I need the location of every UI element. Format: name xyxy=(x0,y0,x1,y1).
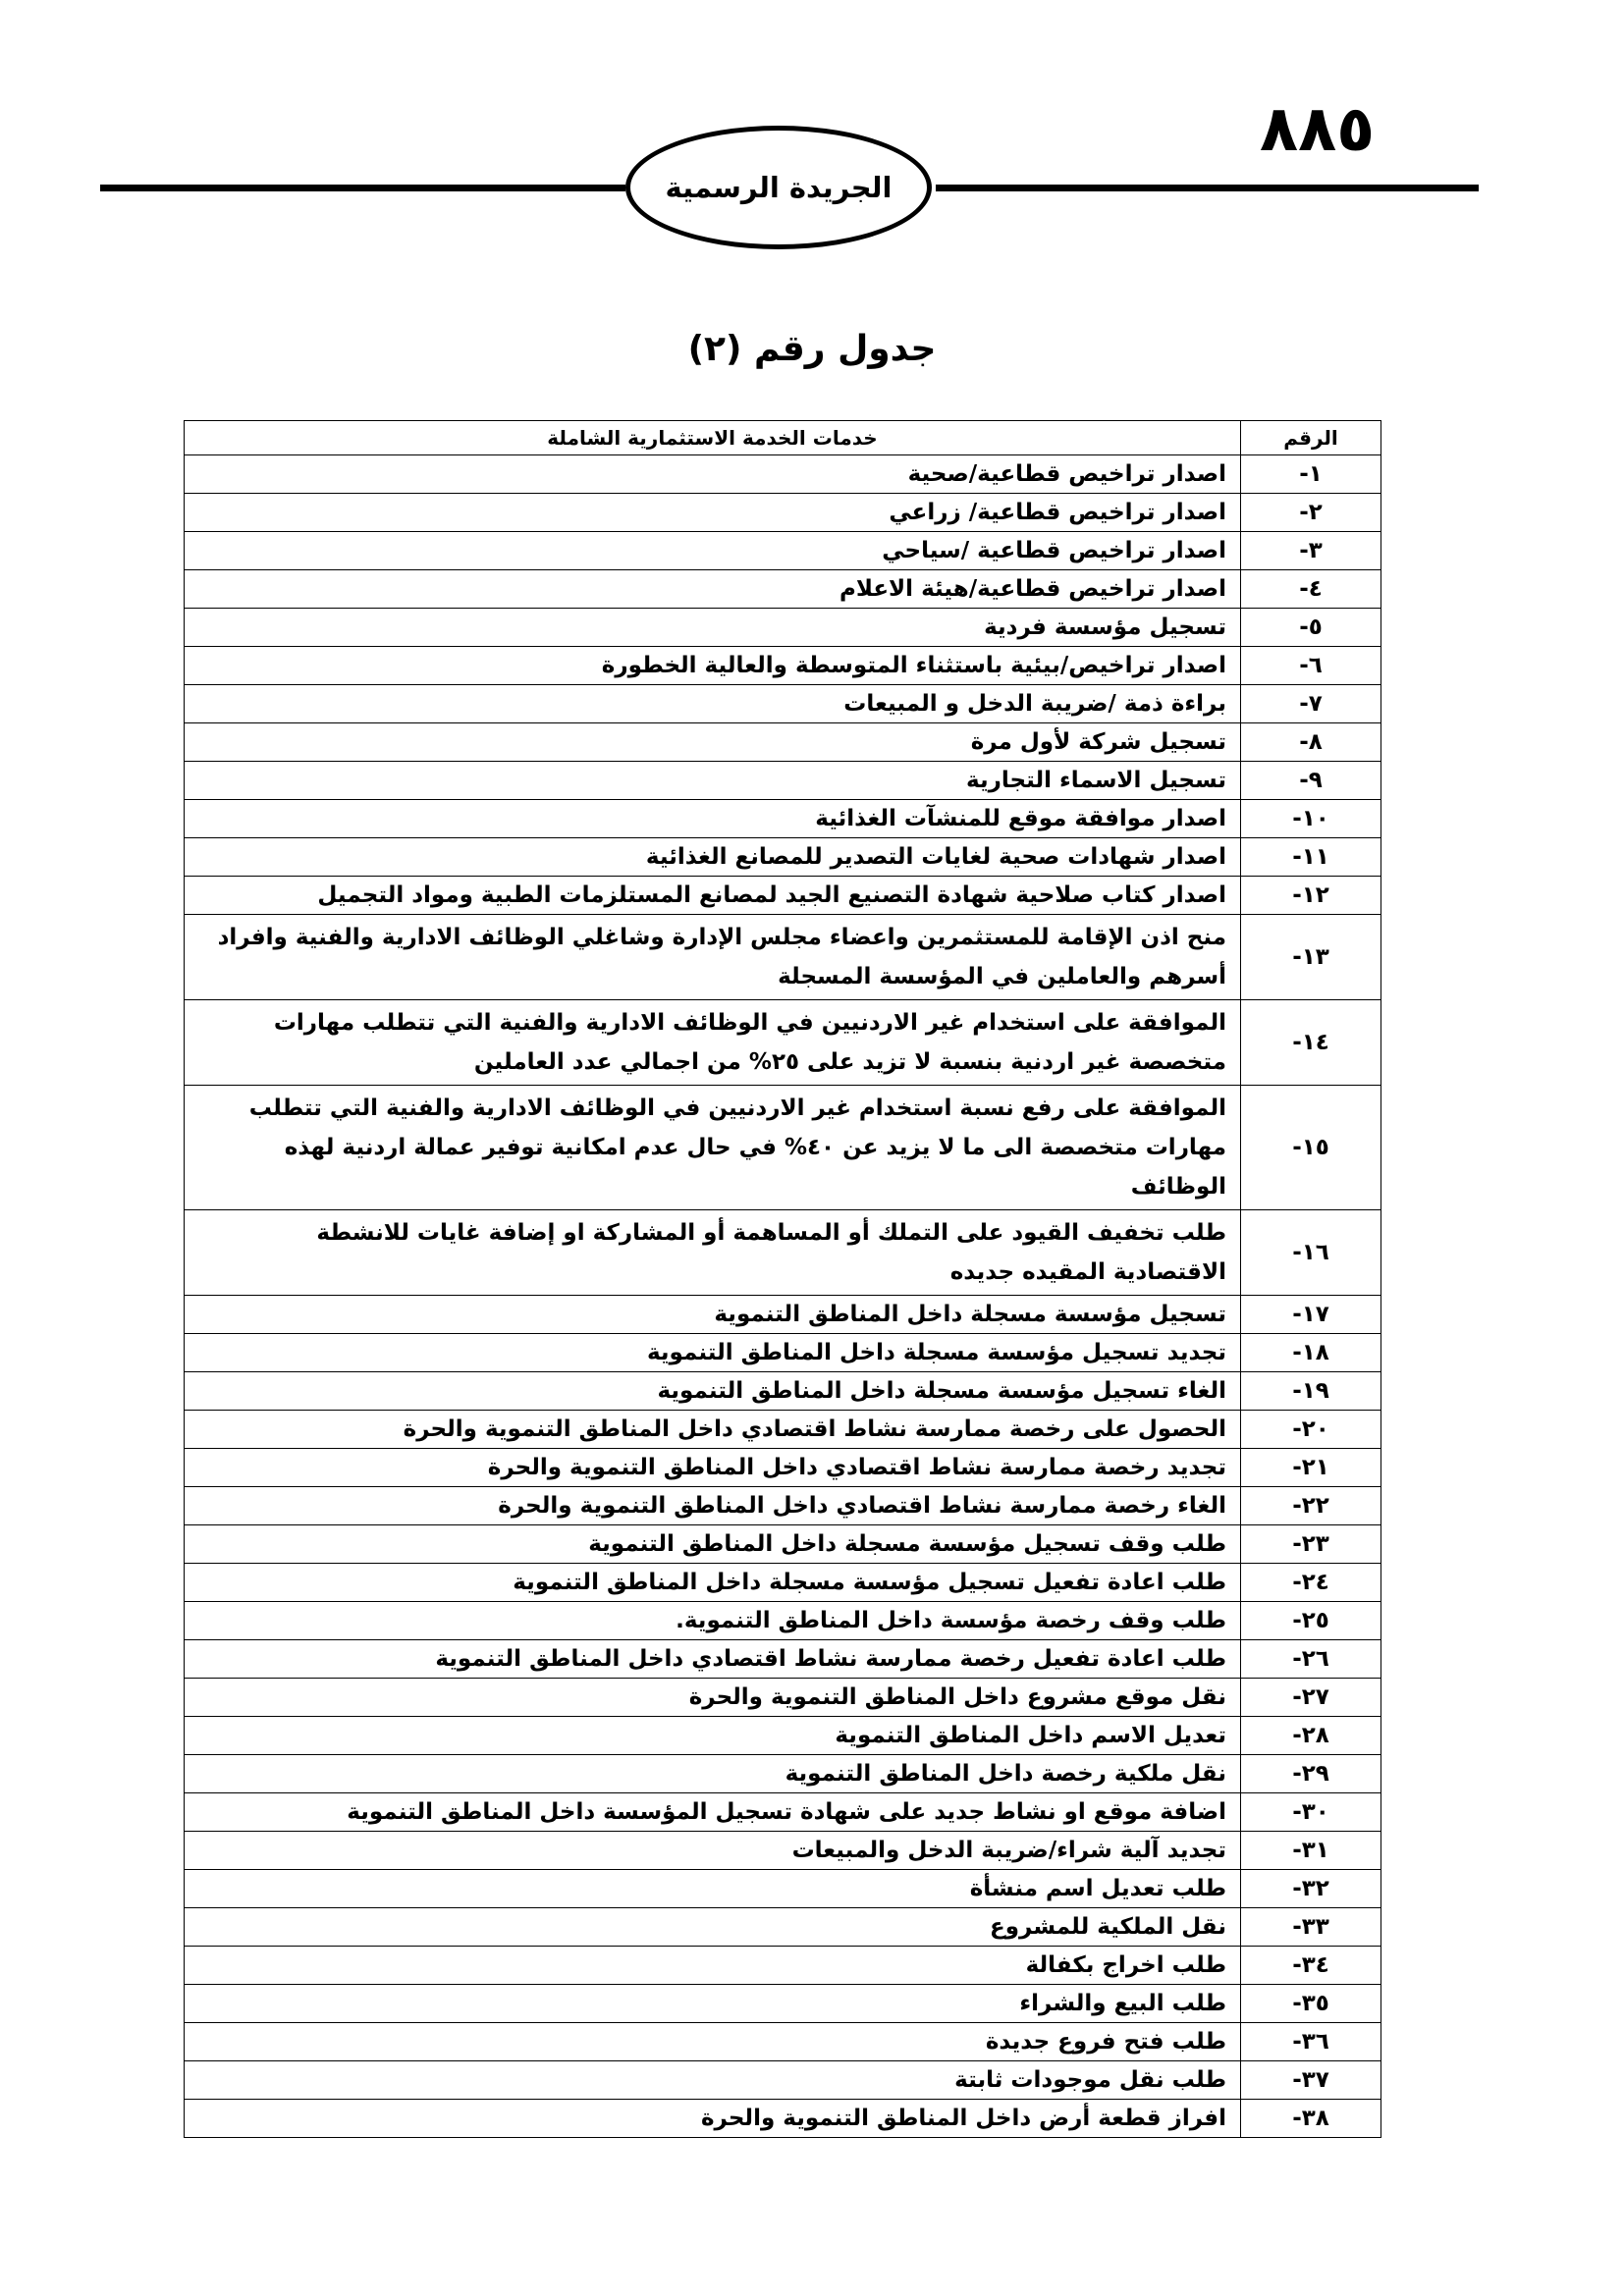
row-number: ١٨- xyxy=(1241,1334,1381,1372)
row-service: اصدار تراخيص/بيئية باستثناء المتوسطة والعالية الخطورة xyxy=(185,647,1241,685)
row-number: ١٢- xyxy=(1241,877,1381,915)
row-service: تسجيل الاسماء التجارية xyxy=(185,762,1241,800)
row-service: اصدار كتاب صلاحية شهادة التصنيع الجيد لمصانع المستلزمات الطبية ومواد التجميل xyxy=(185,877,1241,915)
table-title: جدول رقم (٢) xyxy=(687,329,937,369)
row-service: طلب البيع والشراء xyxy=(185,1985,1241,2023)
row-number: ٣٨- xyxy=(1241,2100,1381,2138)
table-row xyxy=(185,1086,1381,1210)
row-service: طلب وقف رخصة مؤسسة داخل المناطق التنموية. xyxy=(185,1602,1241,1640)
row-number: ٢٩- xyxy=(1241,1755,1381,1793)
row-number: ٣٠- xyxy=(1241,1793,1381,1832)
row-service: الغاء رخصة ممارسة نشاط اقتصادي داخل المناطق التنموية والحرة xyxy=(185,1487,1241,1525)
row-number: ٢٠- xyxy=(1241,1411,1381,1449)
row-service: اصدار تراخيص قطاعية /سياحي xyxy=(185,532,1241,570)
row-number: ٨- xyxy=(1241,723,1381,762)
row-number: ١٥- xyxy=(1241,1086,1381,1210)
gazette-title-ellipse xyxy=(625,126,932,249)
table-row xyxy=(185,1679,1381,1717)
row-number: ٣- xyxy=(1241,532,1381,570)
page-number: ٨٨٥ xyxy=(1260,93,1376,166)
row-service: طلب وقف تسجيل مؤسسة مسجلة داخل المناطق التنموية xyxy=(185,1525,1241,1564)
row-service: تجديد رخصة ممارسة نشاط اقتصادي داخل المناطق التنموية والحرة xyxy=(185,1449,1241,1487)
row-number: ٢٧- xyxy=(1241,1679,1381,1717)
table-row xyxy=(185,1793,1381,1832)
table-row xyxy=(185,455,1381,494)
row-service: طلب اعادة تفعيل تسجيل مؤسسة مسجلة داخل المناطق التنموية xyxy=(185,1564,1241,1602)
row-number: ٣١- xyxy=(1241,1832,1381,1870)
row-service: الغاء تسجيل مؤسسة مسجلة داخل المناطق التنموية xyxy=(185,1372,1241,1411)
table-row xyxy=(185,1449,1381,1487)
row-service: تعديل الاسم داخل المناطق التنموية xyxy=(185,1717,1241,1755)
row-number: ٢١- xyxy=(1241,1449,1381,1487)
table-row xyxy=(185,1564,1381,1602)
row-service: الموافقة على رفع نسبة استخدام غير الاردنيين في الوظائف الادارية والفنية التي تتطلب مهارات متخصصة الى ما لا يزيد عن ٤٠% في حال عدم امكانية توفير عمالة اردنية لهذه الوظائف xyxy=(185,1086,1241,1210)
row-number: ٢٦- xyxy=(1241,1640,1381,1679)
row-number: ٢- xyxy=(1241,494,1381,532)
table-header-row xyxy=(185,421,1381,455)
table-row xyxy=(185,915,1381,1000)
table-row xyxy=(185,1000,1381,1086)
row-number: ٢٣- xyxy=(1241,1525,1381,1564)
table-row xyxy=(185,570,1381,609)
gazette-title: الجريدة الرسمية xyxy=(665,171,893,204)
row-service: طلب تعديل اسم منشأة xyxy=(185,1870,1241,1908)
table-row xyxy=(185,2023,1381,2061)
row-number: ١- xyxy=(1241,455,1381,494)
table-row xyxy=(185,1525,1381,1564)
row-number: ٣٤- xyxy=(1241,1947,1381,1985)
row-service: الموافقة على استخدام غير الاردنيين في الوظائف الادارية والفنية التي تتطلب مهارات متخصصة غير اردنية بنسبة لا تزيد على ٢٥% من اجمالي عدد العاملين xyxy=(185,1000,1241,1086)
services-table xyxy=(184,420,1381,2138)
table-row xyxy=(185,1717,1381,1755)
header-service: خدمات الخدمة الاستثمارية الشاملة xyxy=(185,421,1241,455)
row-number: ٣٣- xyxy=(1241,1908,1381,1947)
row-service: اصدار تراخيص قطاعية/صحية xyxy=(185,455,1241,494)
row-service: اصدار شهادات صحية لغايات التصدير للمصانع الغذائية xyxy=(185,838,1241,877)
table-row xyxy=(185,1602,1381,1640)
row-service: طلب اعادة تفعيل رخصة ممارسة نشاط اقتصادي داخل المناطق التنموية xyxy=(185,1640,1241,1679)
row-number: ٢٨- xyxy=(1241,1717,1381,1755)
row-service: نقل ملكية رخصة داخل المناطق التنموية xyxy=(185,1755,1241,1793)
row-service: طلب اخراج بكفالة xyxy=(185,1947,1241,1985)
row-number: ٢٢- xyxy=(1241,1487,1381,1525)
row-service: اضافة موقع او نشاط جديد على شهادة تسجيل المؤسسة داخل المناطق التنموية xyxy=(185,1793,1241,1832)
table-row xyxy=(185,1296,1381,1334)
row-number: ٦- xyxy=(1241,647,1381,685)
row-service: منح اذن الإقامة للمستثمرين واعضاء مجلس الإدارة وشاغلي الوظائف الادارية والفنية وافراد أسرهم والعاملين في المؤسسة المسجلة xyxy=(185,915,1241,1000)
row-service: تسجيل شركة لأول مرة xyxy=(185,723,1241,762)
row-service: اصدار تراخيص قطاعية/هيئة الاعلام xyxy=(185,570,1241,609)
row-number: ٧- xyxy=(1241,685,1381,723)
row-number: ٢٤- xyxy=(1241,1564,1381,1602)
row-number: ٩- xyxy=(1241,762,1381,800)
row-number: ٣٧- xyxy=(1241,2061,1381,2100)
row-service: تجديد تسجيل مؤسسة مسجلة داخل المناطق التنموية xyxy=(185,1334,1241,1372)
table-row xyxy=(185,1210,1381,1296)
row-number: ١١- xyxy=(1241,838,1381,877)
table-row xyxy=(185,800,1381,838)
table-row xyxy=(185,1334,1381,1372)
table-row xyxy=(185,1985,1381,2023)
row-number: ٣٥- xyxy=(1241,1985,1381,2023)
table-row xyxy=(185,532,1381,570)
table-row xyxy=(185,609,1381,647)
table-row xyxy=(185,685,1381,723)
header-number: الرقم xyxy=(1241,421,1381,455)
table-row xyxy=(185,2061,1381,2100)
header-rule-left xyxy=(100,185,625,191)
table-row xyxy=(185,1947,1381,1985)
row-number: ٤- xyxy=(1241,570,1381,609)
row-service: طلب فتح فروع جديدة xyxy=(185,2023,1241,2061)
row-number: ١٣- xyxy=(1241,915,1381,1000)
row-service: افراز قطعة أرض داخل المناطق التنموية والحرة xyxy=(185,2100,1241,2138)
table-row xyxy=(185,723,1381,762)
table-row xyxy=(185,1640,1381,1679)
table-row xyxy=(185,2100,1381,2138)
table-row xyxy=(185,494,1381,532)
row-service: اصدار تراخيص قطاعية/ زراعي xyxy=(185,494,1241,532)
row-number: ٣٦- xyxy=(1241,2023,1381,2061)
row-service: براءة ذمة /ضريبة الدخل و المبيعات xyxy=(185,685,1241,723)
row-number: ١٠- xyxy=(1241,800,1381,838)
row-service: نقل موقع مشروع داخل المناطق التنموية والحرة xyxy=(185,1679,1241,1717)
table-row xyxy=(185,1832,1381,1870)
table-row xyxy=(185,838,1381,877)
row-service: الحصول على رخصة ممارسة نشاط اقتصادي داخل المناطق التنموية والحرة xyxy=(185,1411,1241,1449)
row-service: طلب تخفيف القيود على التملك أو المساهمة أو المشاركة او إضافة غايات للانشطة الاقتصادية المقيده جديده xyxy=(185,1210,1241,1296)
row-number: ٢٥- xyxy=(1241,1602,1381,1640)
row-service: طلب نقل موجودات ثابتة xyxy=(185,2061,1241,2100)
table-row xyxy=(185,1870,1381,1908)
table-row xyxy=(185,1908,1381,1947)
table-row xyxy=(185,1487,1381,1525)
row-service: تسجيل مؤسسة مسجلة داخل المناطق التنموية xyxy=(185,1296,1241,1334)
row-number: ١٩- xyxy=(1241,1372,1381,1411)
row-service: تجديد آلية شراء/ضريبة الدخل والمبيعات xyxy=(185,1832,1241,1870)
table-row xyxy=(185,1411,1381,1449)
table-row xyxy=(185,647,1381,685)
row-number: ١٧- xyxy=(1241,1296,1381,1334)
table-row xyxy=(185,877,1381,915)
table-row xyxy=(185,1372,1381,1411)
row-number: ٥- xyxy=(1241,609,1381,647)
row-service: تسجيل مؤسسة فردية xyxy=(185,609,1241,647)
row-service: نقل الملكية للمشروع xyxy=(185,1908,1241,1947)
row-number: ١٦- xyxy=(1241,1210,1381,1296)
row-service: اصدار موافقة موقع للمنشآت الغذائية xyxy=(185,800,1241,838)
table-row xyxy=(185,1755,1381,1793)
row-number: ١٤- xyxy=(1241,1000,1381,1086)
table-row xyxy=(185,762,1381,800)
row-number: ٣٢- xyxy=(1241,1870,1381,1908)
header-rule-right xyxy=(936,185,1479,191)
